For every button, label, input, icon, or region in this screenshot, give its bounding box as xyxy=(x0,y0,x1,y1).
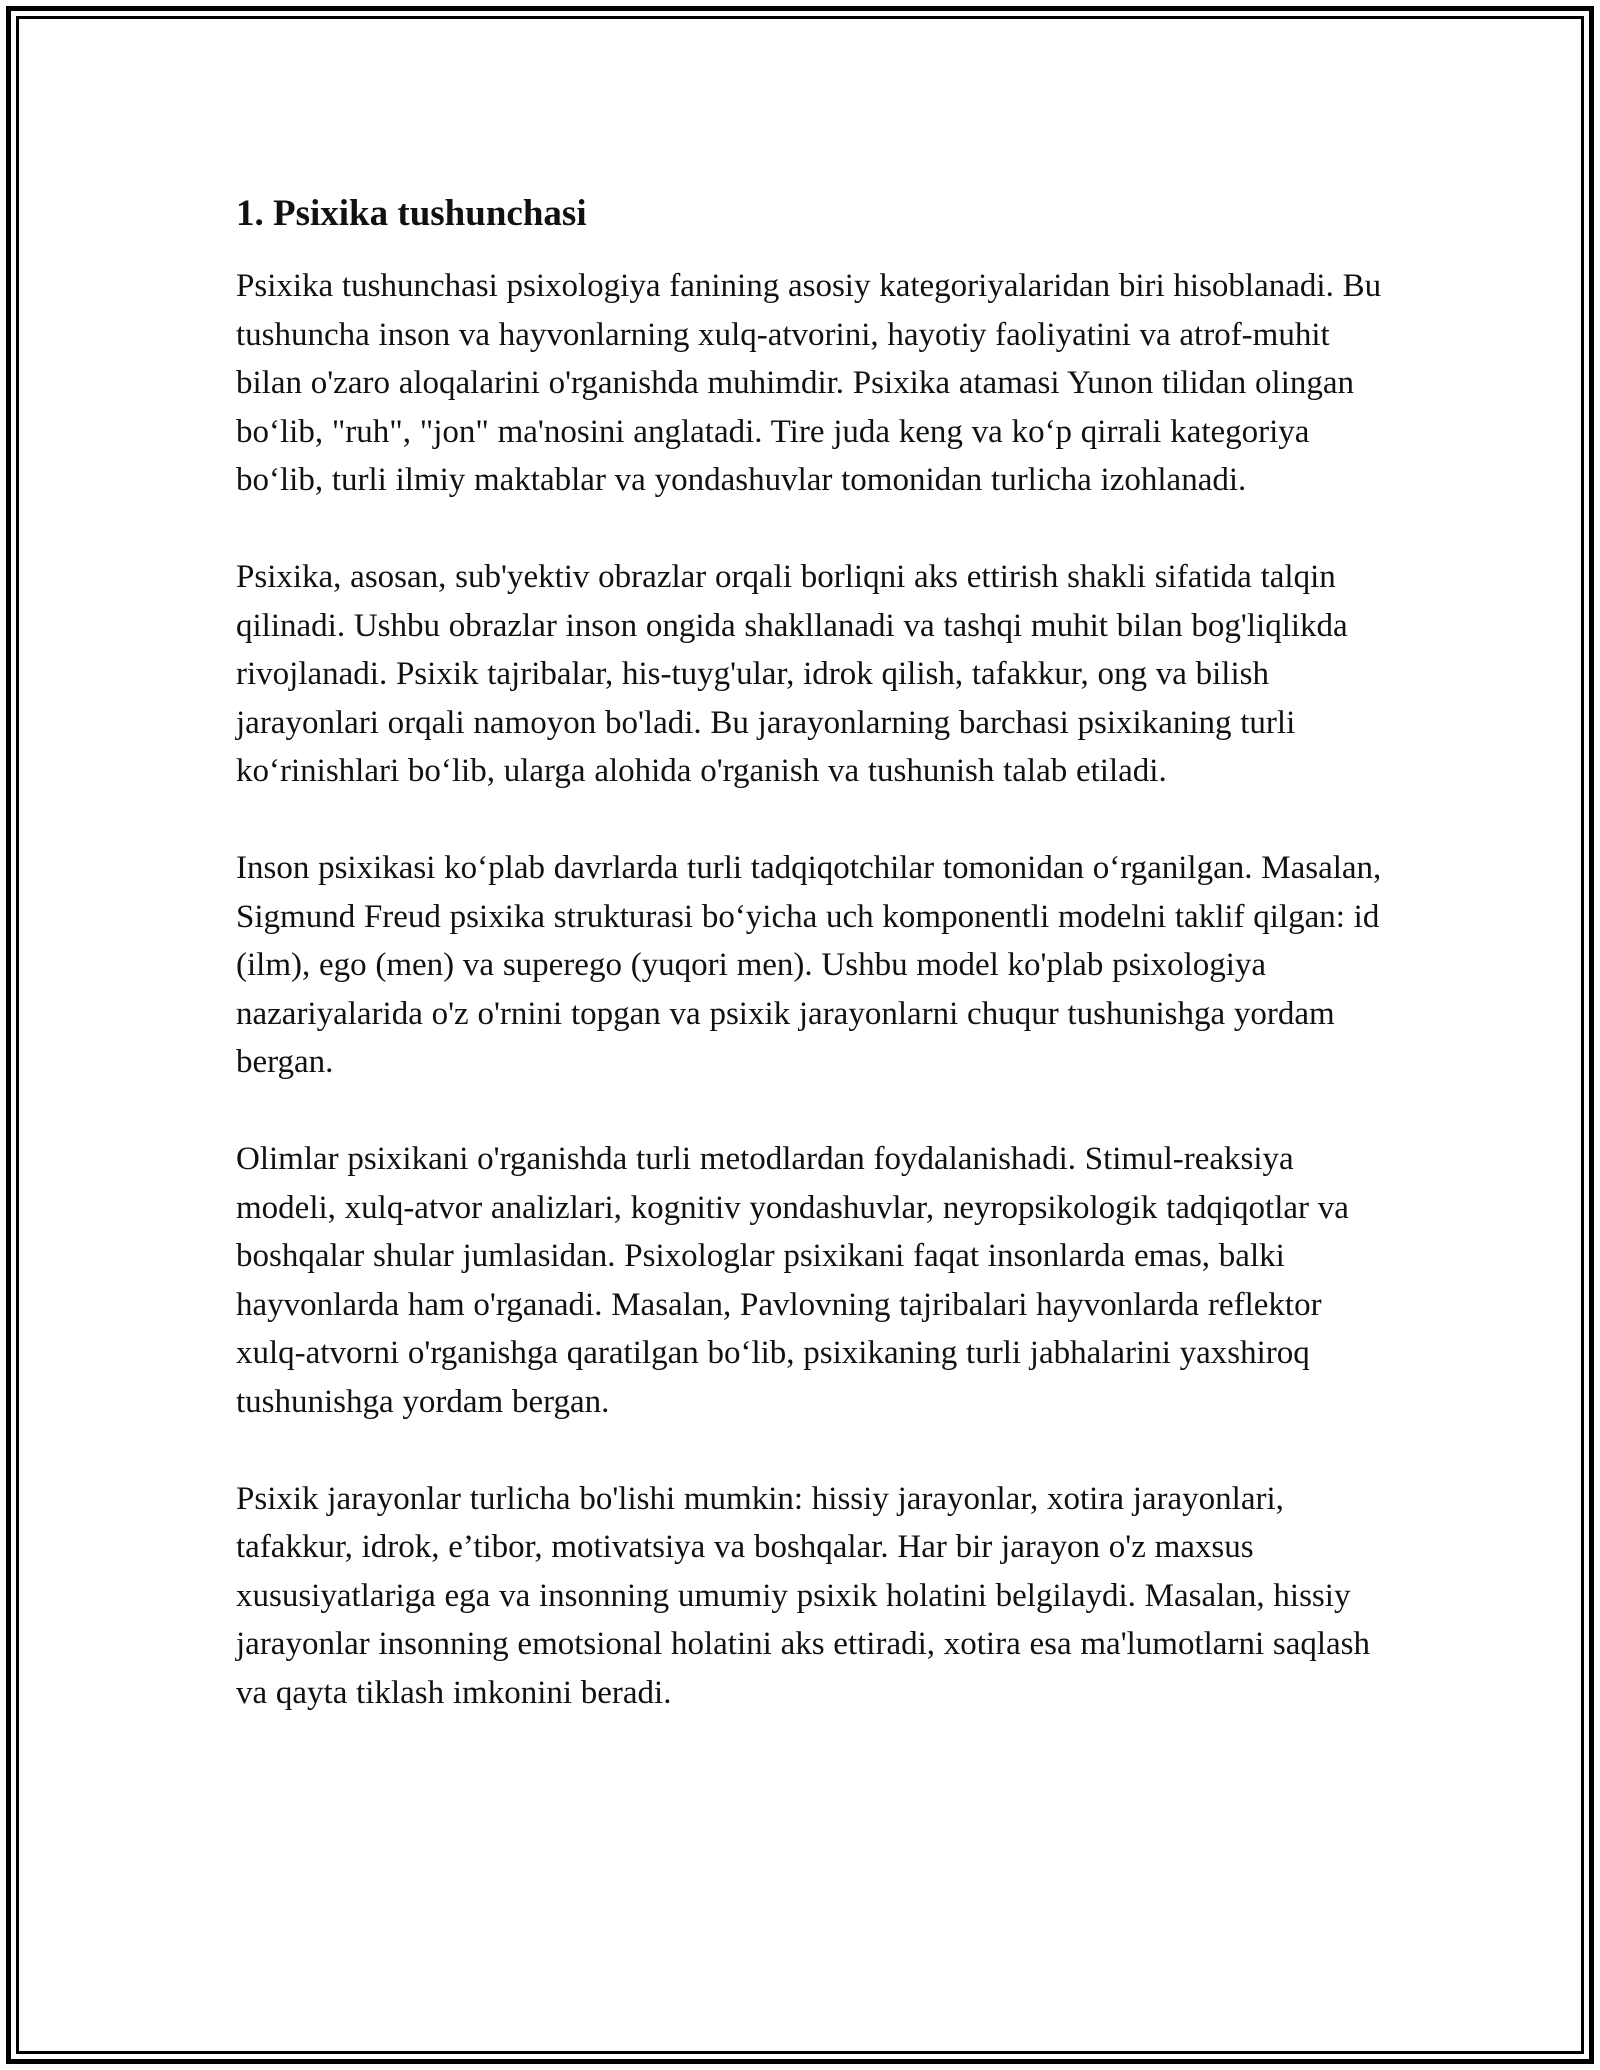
section-heading: 1. Psixika tushunchasi xyxy=(236,193,587,234)
paragraph-5: Psixik jarayonlar turlicha bo'lishi mumkin: hissiy jarayonlar, xotira jarayonlari, tafakkur, idrok, e’tibor, motivatsiya va boshqalar. Har bir jarayon o'z maxsus xususiyatlariga ega va insonning umumiy psixik holatini belgilaydi. Masalan, hissiy jarayonlar insonning emotsional holatini aks ettiradi, xotira esa ma'lumotlarni saqlash va qayta tiklash imkonini beradi. xyxy=(236,1480,1371,1711)
paragraph-1: Psixika tushunchasi psixologiya fanining asosiy kategoriyalaridan biri hisoblanadi. Bu tushuncha inson va hayvonlarning xulq-atvorini, hayotiy faoliyatini va atrof-muhit bilan o'zaro aloqalarini o'rganishda muhimdir. Psixika atamasi Yunon tilidan olingan bo‘lib, "ruh", "jon" ma'nosini anglatadi. Tire juda keng va ko‘p qirrali kategoriya bo‘lib, turli ilmiy maktablar va yondashuvlar tomonidan turlicha izohlanadi. xyxy=(236,268,1382,498)
paragraph-4: Olimlar psixikani o'rganishda turli metodlardan foydalanishadi. Stimul-reaksiya modeli, xulq-atvor analizlari, kognitiv yondashuvlar, neyropsikologik tadqiqotlar va boshqalar shular jumlasidan. Psixologlar psixikani faqat insonlarda emas, balki hayvonlarda ham o'rganadi. Masalan, Pavlovning tajribalari hayvonlarda reflektor xulq-atvorni o'rganishga qaratilgan bo‘lib, psixikaning turli jabhalarini yaxshiroq tushunishga yordam bergan. xyxy=(236,1141,1349,1420)
paragraph-2: Psixika, asosan, sub'yektiv obrazlar orqali borliqni aks ettirish shakli sifatida talqin qilinadi. Ushbu obrazlar inson ongida shakllanadi va tashqi muhit bilan bog'liqlikda rivojlanadi. Psixik tajribalar, his-tuyg'ular, idrok qilish, tafakkur, ong va bilish jarayonlari orqali namoyon bo'ladi. Bu jarayonlarning barchasi psixikaning turli ko‘rinishlari bo‘lib, ularga alohida o'rganish va tushunish talab etiladi. xyxy=(236,559,1348,789)
document-body xyxy=(236,186,1396,1717)
paragraph-3: Inson psixikasi ko‘plab davrlarda turli tadqiqotchilar tomonidan o‘rganilgan. Masalan, Sigmund Freud psixika strukturasi bo‘yicha uch komponentli modelni taklif qilgan: id (ilm), ego (men) va superego (yuqori men). Ushbu model ko'plab psixologiya nazariyalarida o'z o'rnini topgan va psixik jarayonlarni chuqur tushunishga yordam bergan. xyxy=(236,850,1382,1080)
